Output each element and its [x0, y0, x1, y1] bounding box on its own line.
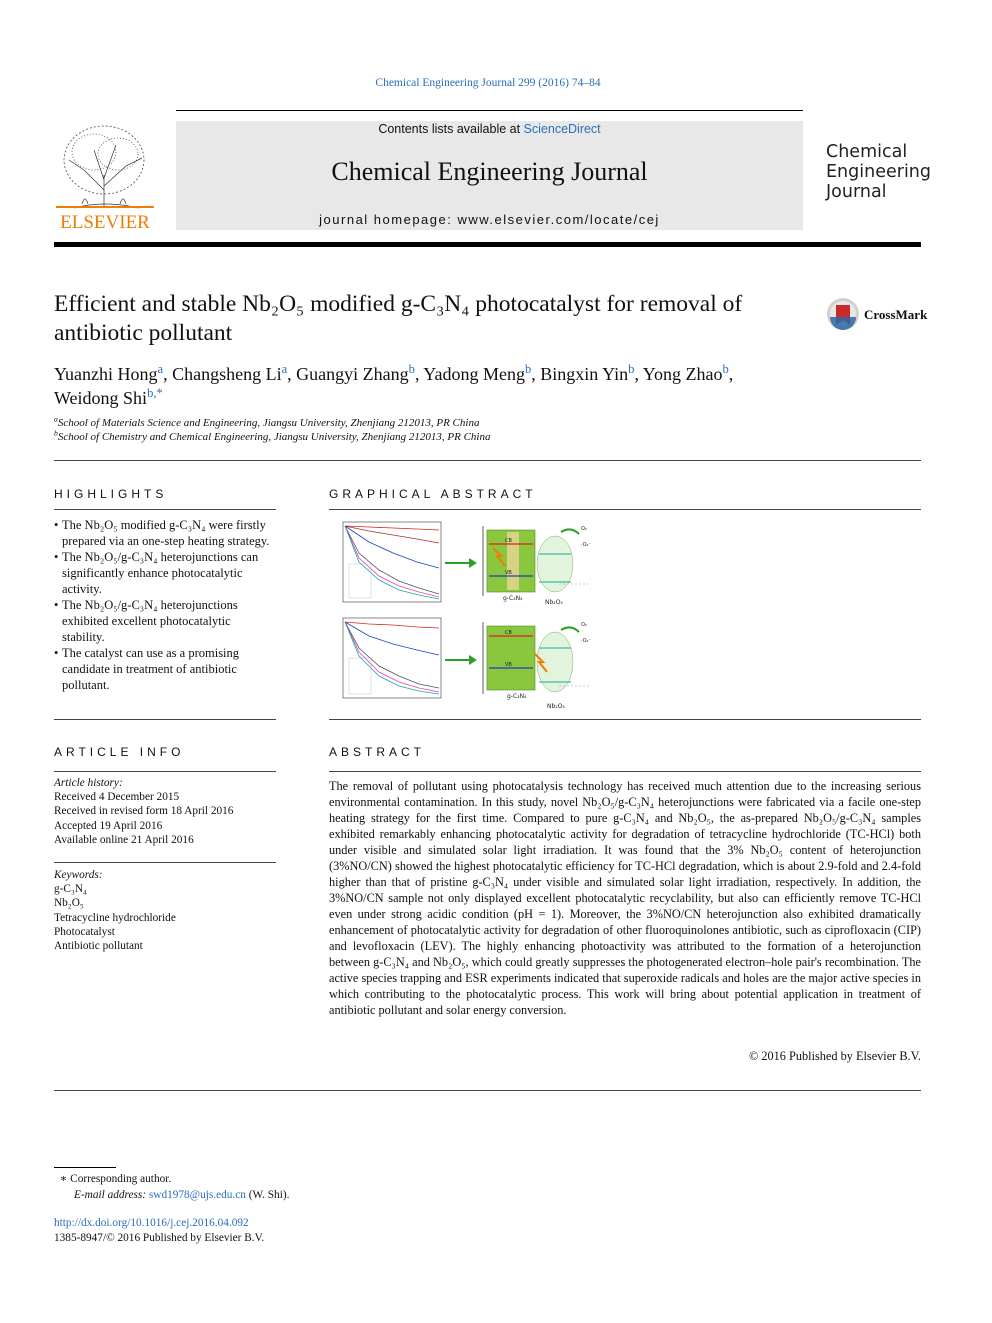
author[interactable]: Yuanzhi Hong [54, 364, 158, 384]
footnote [54, 1171, 289, 1203]
email-link[interactable]: swd1978@ujs.edu.cn [148, 1189, 246, 1201]
crossmark-icon [826, 297, 860, 331]
graphical-abstract-svg [329, 518, 599, 713]
footnote-rule [54, 1167, 116, 1168]
abstract-rule [329, 771, 921, 772]
keyword: Tetracycline hydrochloride [54, 911, 176, 924]
kinetics-plot-visible [343, 522, 441, 602]
elsevier-logo [54, 120, 156, 232]
highlight-item: • The Nb₂O₅/g-C₃N₄ heterojunctions can significantly enhance photocatalytic activity. [54, 549, 276, 597]
svg-text:ELSEVIER: ELSEVIER [60, 212, 150, 232]
graphical-abstract-heading: GRAPHICAL ABSTRACT [329, 487, 537, 501]
svg-text:·O₂⁻: ·O₂⁻ [581, 542, 592, 548]
keyword: Antibiotic pollutant [54, 940, 143, 953]
band-diagram-bottom [483, 622, 592, 710]
highlight-item: • The Nb₂O₅ modified g-C₃N₄ were firstly prepared via an one-step heating strategy. [54, 517, 276, 549]
svg-text:Nb₂O₅: Nb₂O₅ [545, 599, 563, 606]
keyword: g-C₃N₄ [54, 883, 87, 896]
affiliations [54, 416, 490, 444]
author[interactable]: Guangyi Zhang [296, 364, 409, 384]
author-affiliation-mark[interactable]: b,* [147, 386, 163, 400]
issn-line: 1385-8947/© 2016 Published by Elsevier B.V. [54, 1232, 265, 1244]
svg-text:g-C₃N₄: g-C₃N₄ [507, 693, 527, 700]
author-affiliation-mark[interactable]: a [157, 362, 164, 376]
author[interactable]: Yadong Meng [423, 364, 525, 384]
band-diagram-top [483, 526, 592, 606]
author-affiliation-mark[interactable]: b [524, 362, 532, 376]
author-list: Yuanzhi Hong$^a$, Changsheng Li$^a$, Guangyi Zhang$^b$, Yadong Meng$^b$, Bingxin Yin$^b$, Yong Zhao$^b$, Weidong Shi$^{b,*}$ [54, 362, 734, 408]
keyword: Nb₂O₅ [54, 897, 84, 910]
affiliation: $^a$School of Materials Science and Engineering, Jiangsu University, Zhenjiang 212013, PR China [54, 414, 480, 429]
history-label: Article history: [54, 777, 123, 789]
sciencedirect-link[interactable]: ScienceDirect [523, 122, 601, 136]
keywords-label: Keywords: [54, 869, 103, 881]
history-item: Received 4 December 2015 [54, 791, 180, 804]
author-affiliation-mark[interactable]: b [628, 362, 635, 376]
svg-text:VB: VB [505, 662, 512, 668]
svg-text:·O₂⁻: ·O₂⁻ [581, 638, 592, 644]
highlight-item: • The catalyst can use as a promising candidate in treatment of antibiotic pollutant. [54, 645, 276, 693]
svg-text:O₂: O₂ [581, 622, 587, 628]
affiliation: $^b$School of Chemistry and Chemical Engineering, Jiangsu University, Zhenjiang 212013, PR China [54, 428, 491, 443]
highlight-item: • The Nb₂O₅/g-C₃N₄ heterojunctions exhibited excellent photocatalytic stability. [54, 597, 276, 645]
crossmark-badge[interactable] [826, 297, 928, 336]
abstract-copyright: © 2016 Published by Elsevier B.V. [748, 1049, 921, 1063]
highlights-rule [54, 509, 276, 510]
article-history [54, 776, 233, 847]
article-title: Efficient and stable Nb₂O₅ modified g-C₃N₄ photocatalyst for removal of antibiotic pollutant [54, 291, 743, 346]
contents-line: Contents lists available at ScienceDirect [378, 122, 601, 136]
highlights-list [54, 517, 276, 693]
author-affiliation-mark[interactable]: a [281, 362, 288, 376]
svg-text:CB: CB [505, 630, 512, 636]
svg-text:Nb₂O₅: Nb₂O₅ [547, 703, 565, 710]
header-rule [176, 110, 803, 111]
section-rule [54, 460, 921, 461]
journal-logo-line: Engineering [826, 162, 931, 182]
svg-text:CB: CB [505, 538, 512, 544]
author[interactable]: Bingxin Yin [540, 364, 629, 384]
svg-text:O₂: O₂ [581, 526, 587, 532]
keywords-rule [54, 862, 276, 863]
email-note: E-mail address: swd1978@ujs.edu.cn (W. Shi). [74, 1189, 290, 1201]
highlights-end-rule [54, 719, 276, 720]
crossmark-label[interactable]: CrossMark [864, 307, 928, 322]
corresponding-note: ∗ Corresponding author. [59, 1173, 172, 1185]
doi-link[interactable]: http://dx.doi.org/10.1016/j.cej.2016.04.092 [54, 1217, 249, 1229]
svg-text:VB: VB [505, 570, 512, 576]
elsevier-tree-icon [54, 120, 156, 232]
graphical-abstract-end-rule [329, 719, 921, 720]
header-thick-rule [54, 242, 921, 247]
graphical-abstract-rule [329, 509, 921, 510]
article-info-rule [54, 771, 276, 772]
author[interactable]: Changsheng Li [172, 364, 282, 384]
abstract-end-rule [54, 1090, 921, 1091]
asterisk-icon: ∗ [59, 1173, 68, 1185]
homepage-link[interactable]: www.elsevier.com/locate/cej [457, 212, 660, 227]
abstract-heading: ABSTRACT [329, 745, 426, 759]
journal-homepage: journal homepage: www.elsevier.com/locate/cej [319, 212, 660, 227]
journal-name: Chemical Engineering Journal [331, 157, 648, 186]
article-info-heading: ARTICLE INFO [54, 745, 185, 759]
keyword: Photocatalyst [54, 925, 115, 938]
highlights-heading: HIGHLIGHTS [54, 487, 168, 501]
history-item: Accepted 19 April 2016 [54, 819, 163, 832]
history-item: Received in revised form 18 April 2016 [54, 805, 234, 818]
author[interactable]: Yong Zhao [642, 364, 723, 384]
author[interactable]: Weidong Shi [54, 388, 148, 408]
history-item: Available online 21 April 2016 [54, 833, 194, 846]
svg-text:g-C₃N₄: g-C₃N₄ [503, 595, 523, 602]
journal-citation[interactable]: Chemical Engineering Journal 299 (2016) 74–84 [375, 77, 601, 89]
journal-banner [176, 121, 803, 230]
journal-logo-line: Chemical [826, 142, 908, 162]
graphical-abstract-figure [329, 518, 599, 713]
kinetics-plot-solar [343, 618, 441, 698]
author-affiliation-mark[interactable]: b [722, 362, 729, 376]
doi-block [54, 1216, 264, 1246]
journal-logo-line: Journal [826, 182, 887, 202]
author-affiliation-mark[interactable]: b [408, 362, 415, 376]
abstract-body: The removal of pollutant using photocatalysis technology has received much attention due to the increasing serious environmental contamination. In this study, novel Nb₂O₅/g-C₃N₄ heterojunctions were fabricated via a facile one-step heating strategy for the first time. Compared to pure g-C₃N₄ and Nb₂O₅, the as-prepared Nb₂O₅/g-C₃N₄ samples exhibited remarkably enhancing photocatalytic activity for degradation of tetracycline hydrochloride (TC-HCl) both under visible and simulated solar light irradiation. It was found that the 3% Nb₂O₅ content of heterojunction (3%NO/CN) showed the highest photocatalytic efficiency for TC-HCl degradation, which is about 2.9-fold and 2.4-fold higher than that of pristine g-C₃N₄ under visible and simulated solar light irradiation, respectively. In addition, the 3%NO/CN sample not only displayed excellent photocatalytic recyclability, but also can efficiently remove TC-HCl even under strong acidic condition (pH = 1). Moreover, the 3%NO/CN heterojunction also exhibited dramatically enhancement of photocatalytic activity for degradation of other fluoroquinolones antibiotic, such as ciprofloxacin (CIP) and levofloxacin (LEV). The highly enhancing photoactivity was attributed to the formation of a heterojunction between g-C₃N₄ and Nb₂O₅, which could greatly suppresses the photogenerated electron–hole pair's recombination. The active species trapping and ESR experiments indicated that superoxide radicals and holes are the major active species in which contributing to the photocatalytic process. This work will bring about potential application in treatment of antibiotic pollutant and solar energy conversion. [329, 779, 921, 1017]
keywords [54, 868, 176, 953]
journal-logo [826, 142, 931, 202]
